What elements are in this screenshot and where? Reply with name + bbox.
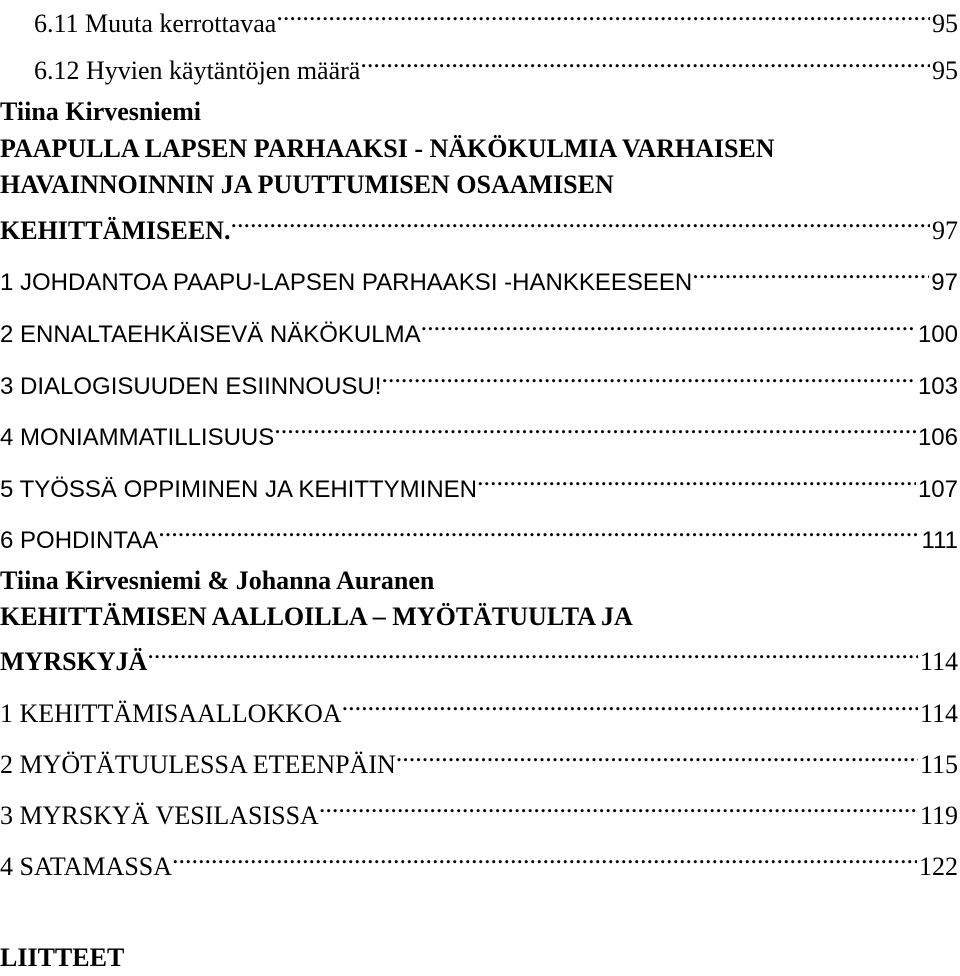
toc-entry-title: 3 MYRSKYÄ VESILASISSA (0, 801, 319, 830)
toc-entry-title: 5 TYÖSSÄ OPPIMINEN JA KEHITTYMINEN (0, 476, 477, 503)
dot-leader (230, 203, 930, 239)
dot-leader (421, 306, 916, 342)
toc-entry[interactable] (0, 788, 960, 830)
section-heading: LIITTEET (0, 943, 125, 972)
toc-entry-title: 2 MYÖTÄTUULESSA ETEENPÄIN (0, 750, 396, 779)
toc-entry-title: 6.11 Muuta kerrottavaa (34, 9, 277, 38)
toc-entry-page: 114 (919, 647, 958, 676)
toc-entry-page: 111 (921, 527, 958, 554)
toc-entry[interactable] (0, 686, 960, 728)
dot-leader (158, 512, 919, 548)
toc-entry-title: 4 MONIAMMATILLISUUS (0, 424, 275, 451)
toc-entry-page: 97 (932, 216, 958, 245)
toc-entry[interactable] (0, 358, 960, 400)
dot-leader (396, 737, 918, 773)
dot-leader (381, 358, 916, 394)
toc-entry-title: 3 DIALOGISUUDEN ESIINNOUSU! (0, 373, 382, 400)
chapter-author: Tiina Kirvesniemi & Johanna Auranen (0, 566, 435, 595)
toc-chapter-entry[interactable] (0, 203, 960, 245)
chapter-author: Tiina Kirvesniemi (0, 97, 202, 126)
toc-entry-title: 1 KEHITTÄMISAALLOKKOA (0, 699, 342, 728)
toc-entry-6-11[interactable] (34, 0, 960, 38)
dot-leader (172, 839, 917, 875)
toc-entry[interactable] (0, 737, 960, 779)
toc-entry-page: 97 (931, 269, 958, 296)
toc-entry[interactable] (0, 512, 960, 554)
toc-entry-title: 1 JOHDANTOA PAAPU-LAPSEN PARHAAKSI -HANKKEESEEN (0, 269, 693, 296)
toc-entry-title: 4 SATAMASSA (0, 852, 173, 881)
dot-leader (477, 461, 916, 497)
toc-entry-page: 95 (932, 9, 958, 38)
toc-entry-page: 103 (917, 373, 958, 400)
dot-leader (692, 254, 929, 290)
toc-entry[interactable] (0, 839, 960, 881)
toc-entry-page: 106 (917, 424, 958, 451)
toc-chapter-entry[interactable] (0, 634, 960, 676)
chapter-title-line: KEHITTÄMISEN AALLOILLA – MYÖTÄTUULTA JA (0, 602, 633, 631)
chapter-title-line: PAAPULLA LAPSEN PARHAAKSI - NÄKÖKULMIA VARHAISEN (0, 134, 775, 163)
toc-entry[interactable] (0, 409, 960, 451)
toc-entry[interactable] (0, 461, 960, 503)
dot-leader (360, 43, 930, 79)
toc-entry-page: 95 (932, 56, 958, 85)
toc-entry[interactable] (0, 306, 960, 348)
dot-leader (274, 409, 916, 445)
toc-entry-page: 107 (917, 476, 958, 503)
toc-entry-6-12[interactable] (34, 43, 960, 85)
toc-entry-title: KEHITTÄMISEEN. (0, 216, 231, 245)
dot-leader (342, 686, 918, 722)
toc-entry-page: 122 (919, 852, 958, 881)
chapter-title-line: HAVAINNOINNIN JA PUUTTUMISEN OSAAMISEN (0, 170, 614, 199)
toc-entry-page: 100 (917, 321, 958, 348)
dot-leader (319, 788, 918, 824)
toc-entry-title: 6.12 Hyvien käytäntöjen määrä (34, 56, 361, 85)
dot-leader (147, 634, 918, 670)
toc-entry[interactable] (0, 254, 960, 296)
toc-entry-page: 119 (919, 801, 958, 830)
toc-entry-title: 2 ENNALTAEHKÄISEVÄ NÄKÖKULMA (0, 321, 421, 348)
toc-entry-title: 6 POHDINTAA (0, 527, 159, 554)
toc-entry-page: 114 (919, 699, 958, 728)
toc-entry-title: MYRSKYJÄ (0, 647, 148, 676)
toc-entry-page: 115 (919, 750, 958, 779)
dot-leader (276, 0, 930, 32)
